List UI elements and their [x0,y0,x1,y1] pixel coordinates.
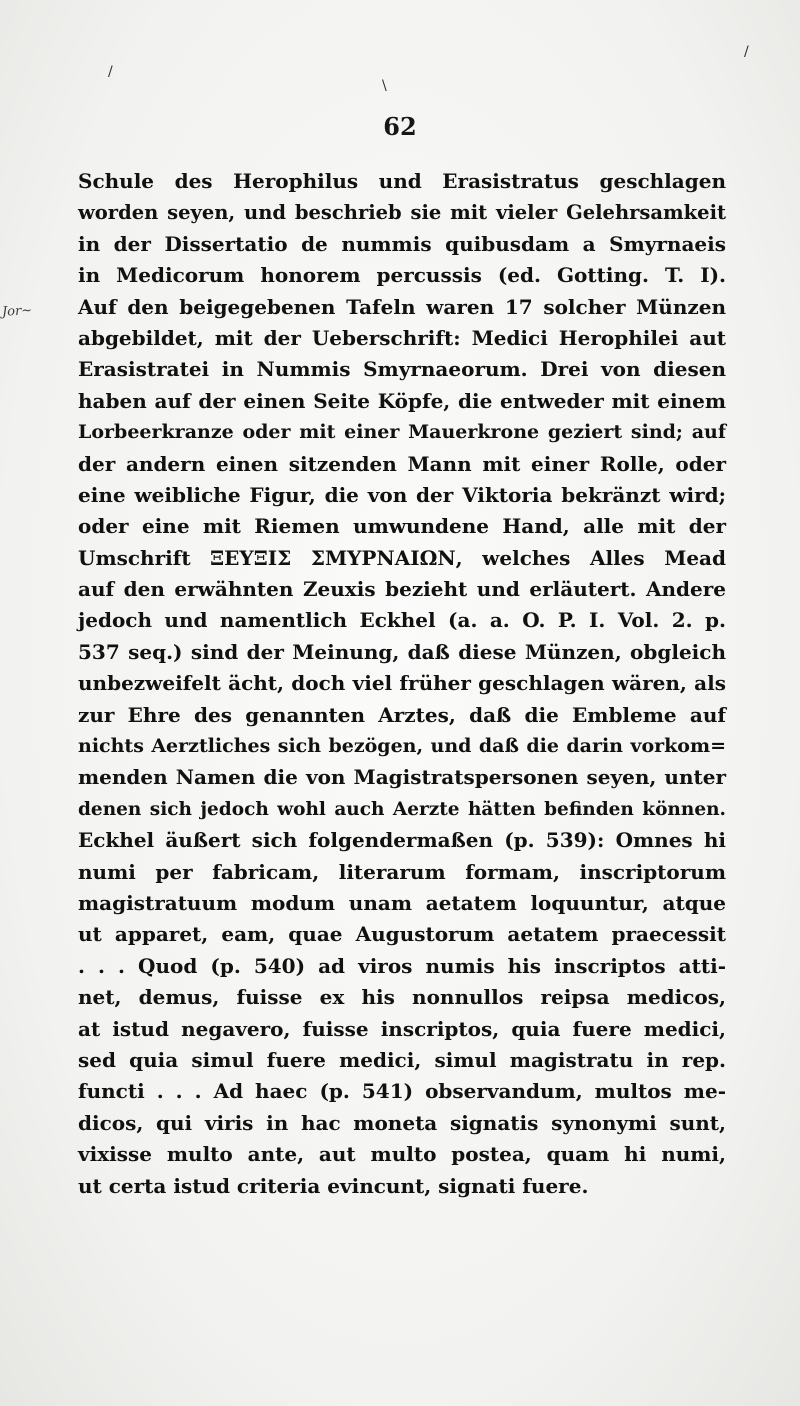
top-mark: \ [382,78,387,94]
text-line: eine weibliche Figur, die von der Viktoria bekränzt wird; [78,482,726,507]
text-line: Lorbeerkranze oder mit einer Mauerkrone geziert sind; auf [78,421,726,444]
text-line: Schule des Herophilus und Erasistratus geschlagen [78,169,726,193]
text-line: oder eine mit Riemen umwundene Hand, alle mit der [78,514,726,539]
text-line: functi . . . Ad haec (p. 541) observandum, multos me- [78,1079,726,1104]
right-ink-mark: / [744,44,749,60]
text-line: menden Namen die von Magistratspersonen seyen, unter [78,765,726,790]
left-ink-mark: / [108,64,113,80]
text-line: in Medicorum honorem percussis (ed. Gotting. T. I). [78,263,726,288]
text-line: nichts Aerztliches sich bezögen, und daß die darin vorkom= [78,735,726,758]
margin-handwritten-note: Jor~ [1,303,33,320]
text-line: haben auf der einen Seite Köpfe, die entweder mit einem [78,388,726,413]
text-line: net, demus, fuisse ex his nonnullos reipsa medicos, [78,985,726,1010]
text-line: . . . Quod (p. 540) ad viros numis his inscriptos atti- [78,953,726,978]
text-line: Umschrift ΞΕΥΞΙΣ ΣΜΥΡΝΑΙΩΝ, welches Alles Mead [78,545,726,570]
text-line: dicos, qui viris in hac moneta signatis synonymi sunt, [78,1110,726,1135]
text-line: abgebildet, mit der Ueberschrift: Medici Herophilei aut [78,325,726,350]
body-text [78,166,726,1202]
text-line: Auf den beigegebenen Tafeln waren 17 solcher Münzen [78,294,726,319]
text-line: Erasistratei in Nummis Smyrnaeorum. Drei von diesen [78,357,726,382]
text-line: unbezweifelt ächt, doch viel früher geschlagen wären, als [78,671,726,696]
text-line: sed quia simul fuere medici, simul magistratu in rep. [78,1047,726,1072]
text-line: Eckhel äußert sich folgendermaßen (p. 539): Omnes hi [78,828,726,853]
text-line: jedoch und namentlich Eckhel (a. a. O. P. I. Vol. 2. p. [78,608,726,633]
text-line: der andern einen sitzenden Mann mit einer Rolle, oder [78,451,726,476]
text-line: ut apparet, eam, quae Augustorum aetatem praecessit [78,922,726,947]
text-line: vixisse multo ante, aut multo postea, quam hi numi, [78,1142,726,1167]
page-number: 62 [383,112,417,141]
text-line: denen sich jedoch wohl auch Aerzte hätten befinden können. [78,798,726,820]
text-line: worden seyen, und beschrieb sie mit vieler Gelehrsamkeit [78,201,726,225]
text-line: in der Dissertatio de nummis quibusdam a Smyrnaeis [78,231,726,256]
text-line: magistratuum modum unam aetatem loquuntur, atque [78,890,726,915]
text-line: at istud negavero, fuisse inscriptos, quia fuere medici, [78,1016,726,1041]
text-line: numi per fabricam, literarum formam, inscriptorum [78,859,726,884]
text-line: ut certa istud criteria evincunt, signati fuere. [78,1173,589,1198]
text-line: zur Ehre des genannten Arztes, daß die Embleme auf [78,702,726,727]
text-line: 537 seq.) sind der Meinung, daß diese Münzen, obgleich [78,639,726,664]
text-line: auf den erwähnten Zeuxis bezieht und erläutert. Andere [78,577,726,602]
